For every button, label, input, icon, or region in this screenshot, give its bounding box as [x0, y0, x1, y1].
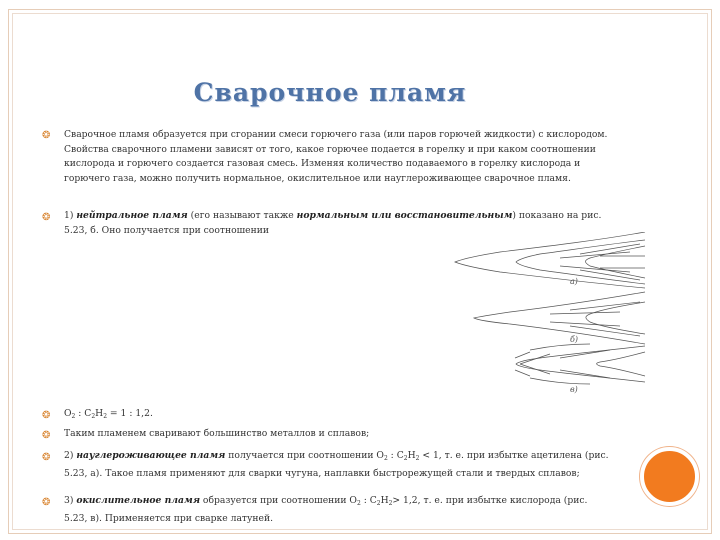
bullet-icon: ❂ [42, 452, 51, 463]
paragraph-text: образуется при соотношении O [200, 495, 357, 506]
term-normal-reducing: нормальным или восстановительным [296, 210, 513, 221]
paragraph-text: получается при соотношении O [225, 450, 384, 461]
figure-label-b: б) [570, 335, 579, 344]
item-number: 2) [64, 450, 77, 461]
paragraph-carburizing-flame [64, 449, 614, 481]
flame-neutral-diagram [474, 292, 645, 344]
paragraph-intro: Сварочное пламя образуется при сгорании смеси горючего газа (или паров горючей жидкости) с кислородом. Свойства сварочного пламени зависят от того, какое горючее подается в горелку и при каком соотношении кислорода и горючего создается газовая смесь. Изменяя количество подаваемого в горелку кислорода и горючего газа, можно получить нормальное, окислительное или науглероживающее сварочное пламя. [64, 129, 608, 184]
term-carburizing-flame: науглероживающее пламя [76, 450, 226, 461]
bullet-icon: ❂ [42, 497, 51, 508]
bullet-icon: ❂ [42, 130, 51, 141]
formula-part: H [407, 450, 416, 461]
ratio-neutral [64, 407, 364, 425]
bullet-icon: ❂ [42, 410, 51, 421]
formula-part: : C [75, 408, 92, 419]
formula-part: H [95, 408, 104, 419]
figure-label-c: в) [570, 385, 578, 394]
formula-sub: 2 [383, 455, 388, 462]
figure-label-a: а) [570, 277, 578, 286]
item-number: 1) [64, 210, 77, 221]
formula-sub: 2 [388, 500, 393, 507]
formula-sub: 2 [415, 455, 420, 462]
bullet-icon: ❂ [42, 212, 51, 223]
paragraph-text: > 1,2, т. е. при избытке кислорода (рис. 5.23, в). Применяется при сварке латуней. [64, 495, 588, 524]
slide-title: Сварочное пламя [193, 78, 467, 107]
flame-carburizing-diagram [455, 232, 645, 288]
flame-figure [440, 232, 650, 400]
formula-part: O [64, 408, 72, 419]
paragraph-text: < 1, т. е. при избытке ацетилена (рис. 5.23, а). Такое пламя применяют для сварки чугуна, наплавки быстрорежущей стали и твердых сплавов; [64, 450, 609, 479]
paragraph-oxidizing-flame [64, 494, 604, 526]
formula-sub: 2 [71, 413, 76, 420]
formula-part: : C [387, 450, 404, 461]
item-number: 3) [64, 495, 77, 506]
formula-part: = 1 : 1,2. [107, 408, 153, 419]
paragraph-text: (его называют также [187, 210, 297, 221]
formula-part: H [380, 495, 389, 506]
formula-sub: 2 [403, 455, 408, 462]
term-neutral-flame: нейтральное пламя [76, 210, 188, 221]
formula-part: : C [360, 495, 377, 506]
decorative-orange-circle [640, 447, 699, 506]
term-oxidizing-flame: окислительное пламя [76, 495, 201, 506]
formula-sub: 2 [356, 500, 361, 507]
formula-sub: 2 [103, 413, 108, 420]
paragraph-text: ) показано на рис. 5.23, б. Оно получается при соотношении [64, 210, 602, 236]
paragraph-usage: Таким пламенем сваривают большинство металлов и сплавов; [64, 428, 370, 439]
formula-sub: 2 [376, 500, 381, 507]
flame-oxidizing-diagram [515, 344, 645, 384]
formula-sub: 2 [91, 413, 96, 420]
bullet-icon: ❂ [42, 430, 51, 441]
